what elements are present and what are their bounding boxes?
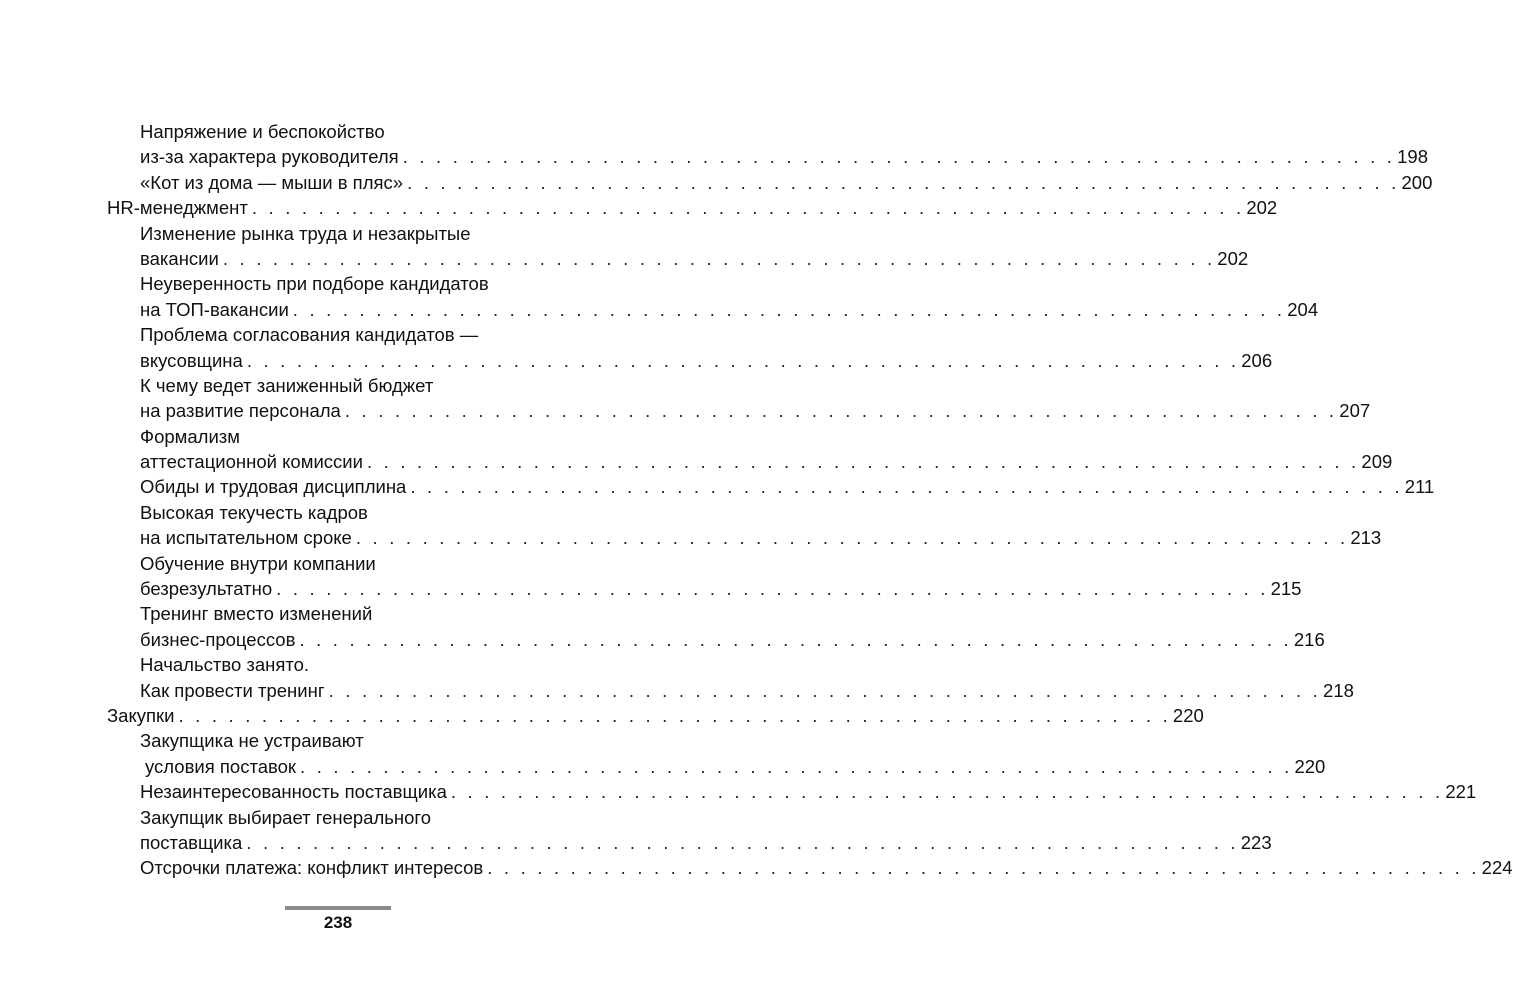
toc-entry (0, 779, 1477, 804)
toc-section (0, 195, 1278, 220)
toc-page-number: 220 (1172, 704, 1204, 726)
dot-leader: . . . . . . . . . . . . . . . . . . . . . . . . . . . . . . . . . . . . . . . . . . . . . . . . . . . . . . . . . . . . (300, 755, 1293, 777)
toc-entry-title-line: Закупщика не устраивают (140, 730, 364, 752)
toc-entry-leader-line (0, 398, 1371, 423)
dot-leader: . . . . . . . . . . . . . . . . . . . . . . . . . . . . . . . . . . . . . . . . . . . . . . . . . . . . . . . . . . . . (366, 451, 1360, 473)
toc-entry-title: условия поставок (145, 755, 297, 777)
toc-entry-title-line: Обучение внутри компании (140, 552, 376, 574)
toc-entry-leader-line (0, 170, 1433, 195)
toc-entry-title-line: Изменение рынка труда и незакрытые (140, 222, 471, 244)
toc-entry (0, 728, 1326, 779)
dot-leader: . . . . . . . . . . . . . . . . . . . . . . . . . . . . . . . . . . . . . . . . . . . . . . . . . . . . . . . . . . . . (344, 400, 1338, 422)
toc-entry-title: Как провести тренинг (140, 679, 325, 701)
toc-entry (0, 805, 1272, 856)
toc-entry-leader-line (0, 297, 1319, 322)
toc-section (0, 703, 1204, 728)
dot-leader: . . . . . . . . . . . . . . . . . . . . . . . . . . . . . . . . . . . . . . . . . . . . . . . . . . . . . . . . . . . . (407, 171, 1400, 193)
toc-entry-leader-line (0, 525, 1382, 550)
toc-page-number: 198 (1397, 146, 1429, 168)
toc-entry (0, 221, 1249, 272)
dot-leader: . . . . . . . . . . . . . . . . . . . . . . . . . . . . . . . . . . . . . . . . . . . . . . . . . . . . . . . . . . . . (355, 527, 1349, 549)
toc-entry (0, 373, 1371, 424)
dot-leader: . . . . . . . . . . . . . . . . . . . . . . . . . . . . . . . . . . . . . . . . . . . . . . . . . . . . . . . . . . . . (251, 197, 1245, 219)
dot-leader: . . . . . . . . . . . . . . . . . . . . . . . . . . . . . . . . . . . . . . . . . . . . . . . . . . . . . . . . . . . . (178, 704, 1171, 726)
dot-leader: . . . . . . . . . . . . . . . . . . . . . . . . . . . . . . . . . . . . . . . . . . . . . . . . . . . . . . . . . . . . (299, 628, 1292, 650)
toc-page-number: 202 (1246, 197, 1278, 219)
toc-page-number: 213 (1350, 527, 1382, 549)
toc-page-number: 224 (1481, 857, 1513, 879)
toc-entry-leader-line (0, 779, 1477, 804)
toc-entry-leader-line (0, 246, 1249, 271)
toc-entry (0, 551, 1302, 602)
toc-entry-title: Обиды и трудовая дисциплина (140, 476, 407, 498)
dot-leader: . . . . . . . . . . . . . . . . . . . . . . . . . . . . . . . . . . . . . . . . . . . . . . . . . . . . . . . . . . . . (487, 857, 1480, 879)
toc-entry (0, 271, 1319, 322)
toc-entry-leader-line (0, 703, 1204, 728)
footer-rule (285, 906, 391, 910)
toc-entry-title-line: Проблема согласования кандидатов — (140, 324, 479, 346)
toc-page-number: 204 (1287, 298, 1319, 320)
toc-entry-title: на развитие персонала (140, 400, 341, 422)
dot-leader: . . . . . . . . . . . . . . . . . . . . . . . . . . . . . . . . . . . . . . . . . . . . . . . . . . . . . . . . . . . . (276, 578, 1269, 600)
toc-entry-leader-line (0, 830, 1272, 855)
toc-entry-title-line: Высокая текучесть кадров (140, 501, 368, 523)
toc-entry-title-line: Формализм (140, 425, 240, 447)
dot-leader: . . . . . . . . . . . . . . . . . . . . . . . . . . . . . . . . . . . . . . . . . . . . . . . . . . . . . . . . . . . . (410, 476, 1403, 498)
toc-entry-title: Незаинтересованность поставщика (140, 781, 447, 803)
toc-entry-leader-line (0, 195, 1278, 220)
toc-entry-leader-line (0, 678, 1354, 703)
toc-page-number: 209 (1361, 451, 1393, 473)
toc-entry-leader-line (0, 348, 1273, 373)
toc-entry-title: поставщика (140, 831, 243, 853)
toc-page-number: 206 (1241, 349, 1273, 371)
toc-page-number: 211 (1404, 476, 1435, 498)
toc-entry-title: из-за характера руководителя (140, 146, 399, 168)
toc-entry-title-line: Закупщик выбирает генерального (140, 806, 432, 828)
dot-leader: . . . . . . . . . . . . . . . . . . . . . . . . . . . . . . . . . . . . . . . . . . . . . . . . . . . . . . . . . . . . (246, 349, 1240, 371)
toc-entry-title: вакансии (140, 247, 219, 269)
toc-entry (0, 119, 1429, 170)
toc-entry (0, 652, 1354, 703)
toc-page-number: 216 (1293, 628, 1325, 650)
toc-page-number: 221 (1445, 781, 1477, 803)
toc-entry-title: Отсрочки платежа: конфликт интересов (140, 857, 484, 879)
toc-entry (0, 170, 1433, 195)
toc-entry-title-line: Неуверенность при подборе кандидатов (140, 273, 489, 295)
dot-leader: . . . . . . . . . . . . . . . . . . . . . . . . . . . . . . . . . . . . . . . . . . . . . . . . . . . . . . . . . . . . (292, 298, 1286, 320)
toc-entry-leader-line (0, 474, 1435, 499)
toc-entry-title: «Кот из дома — мыши в пляс» (140, 171, 404, 193)
toc-entry-title: Закупки (107, 704, 175, 726)
dot-leader: . . . . . . . . . . . . . . . . . . . . . . . . . . . . . . . . . . . . . . . . . . . . . . . . . . . . . . . . . . . . (246, 831, 1239, 853)
toc-page-number: 200 (1401, 171, 1433, 193)
dot-leader: . . . . . . . . . . . . . . . . . . . . . . . . . . . . . . . . . . . . . . . . . . . . . . . . . . . . . . . . . . . . (328, 679, 1322, 701)
toc-page-number: 220 (1294, 755, 1326, 777)
toc-entry-leader-line (0, 449, 1393, 474)
toc-entry-title: на испытательном сроке (140, 527, 352, 549)
toc-entry (0, 855, 1513, 880)
toc-entry-title-line: Начальство занято. (140, 654, 310, 676)
table-of-contents (0, 119, 1513, 881)
dot-leader: . . . . . . . . . . . . . . . . . . . . . . . . . . . . . . . . . . . . . . . . . . . . . . . . . . . . . . . . . . . . (222, 247, 1216, 269)
toc-page-number: 218 (1323, 679, 1354, 701)
toc-entry (0, 424, 1393, 475)
toc-entry (0, 322, 1273, 373)
toc-entry-leader-line (0, 576, 1302, 601)
toc-entry-title-line: К чему ведет заниженный бюджет (140, 374, 434, 396)
toc-entry-title-line: Тренинг вместо изменений (140, 603, 373, 625)
toc-entry-title: бизнес-процессов (140, 628, 296, 650)
page-number: 238 (323, 913, 353, 932)
toc-entry-title: HR-менеджмент (107, 197, 248, 219)
toc-entry-title: безрезультатно (140, 578, 273, 600)
toc-entry-leader-line (0, 144, 1429, 169)
toc-entry-leader-line (0, 627, 1325, 652)
toc-page-number: 223 (1240, 831, 1272, 853)
dot-leader: . . . . . . . . . . . . . . . . . . . . . . . . . . . . . . . . . . . . . . . . . . . . . . . . . . . . . . . . . . . . (450, 781, 1444, 803)
toc-entry-title-line: Напряжение и беспокойство (140, 121, 385, 142)
toc-page-number: 215 (1270, 578, 1302, 600)
toc-entry (0, 474, 1435, 499)
toc-page-number: 202 (1217, 247, 1249, 269)
toc-page-number: 207 (1339, 400, 1371, 422)
dot-leader: . . . . . . . . . . . . . . . . . . . . . . . . . . . . . . . . . . . . . . . . . . . . . . . . . . . . . . . . . . . . (402, 146, 1396, 168)
toc-entry-title: вкусовщина (140, 349, 243, 371)
toc-entry-leader-line (0, 855, 1513, 880)
toc-entry (0, 601, 1325, 652)
toc-entry-title: на ТОП-вакансии (140, 298, 289, 320)
toc-entry (0, 500, 1382, 551)
toc-entry-leader-line (0, 754, 1326, 779)
toc-entry-title: аттестационной комиссии (140, 451, 363, 473)
